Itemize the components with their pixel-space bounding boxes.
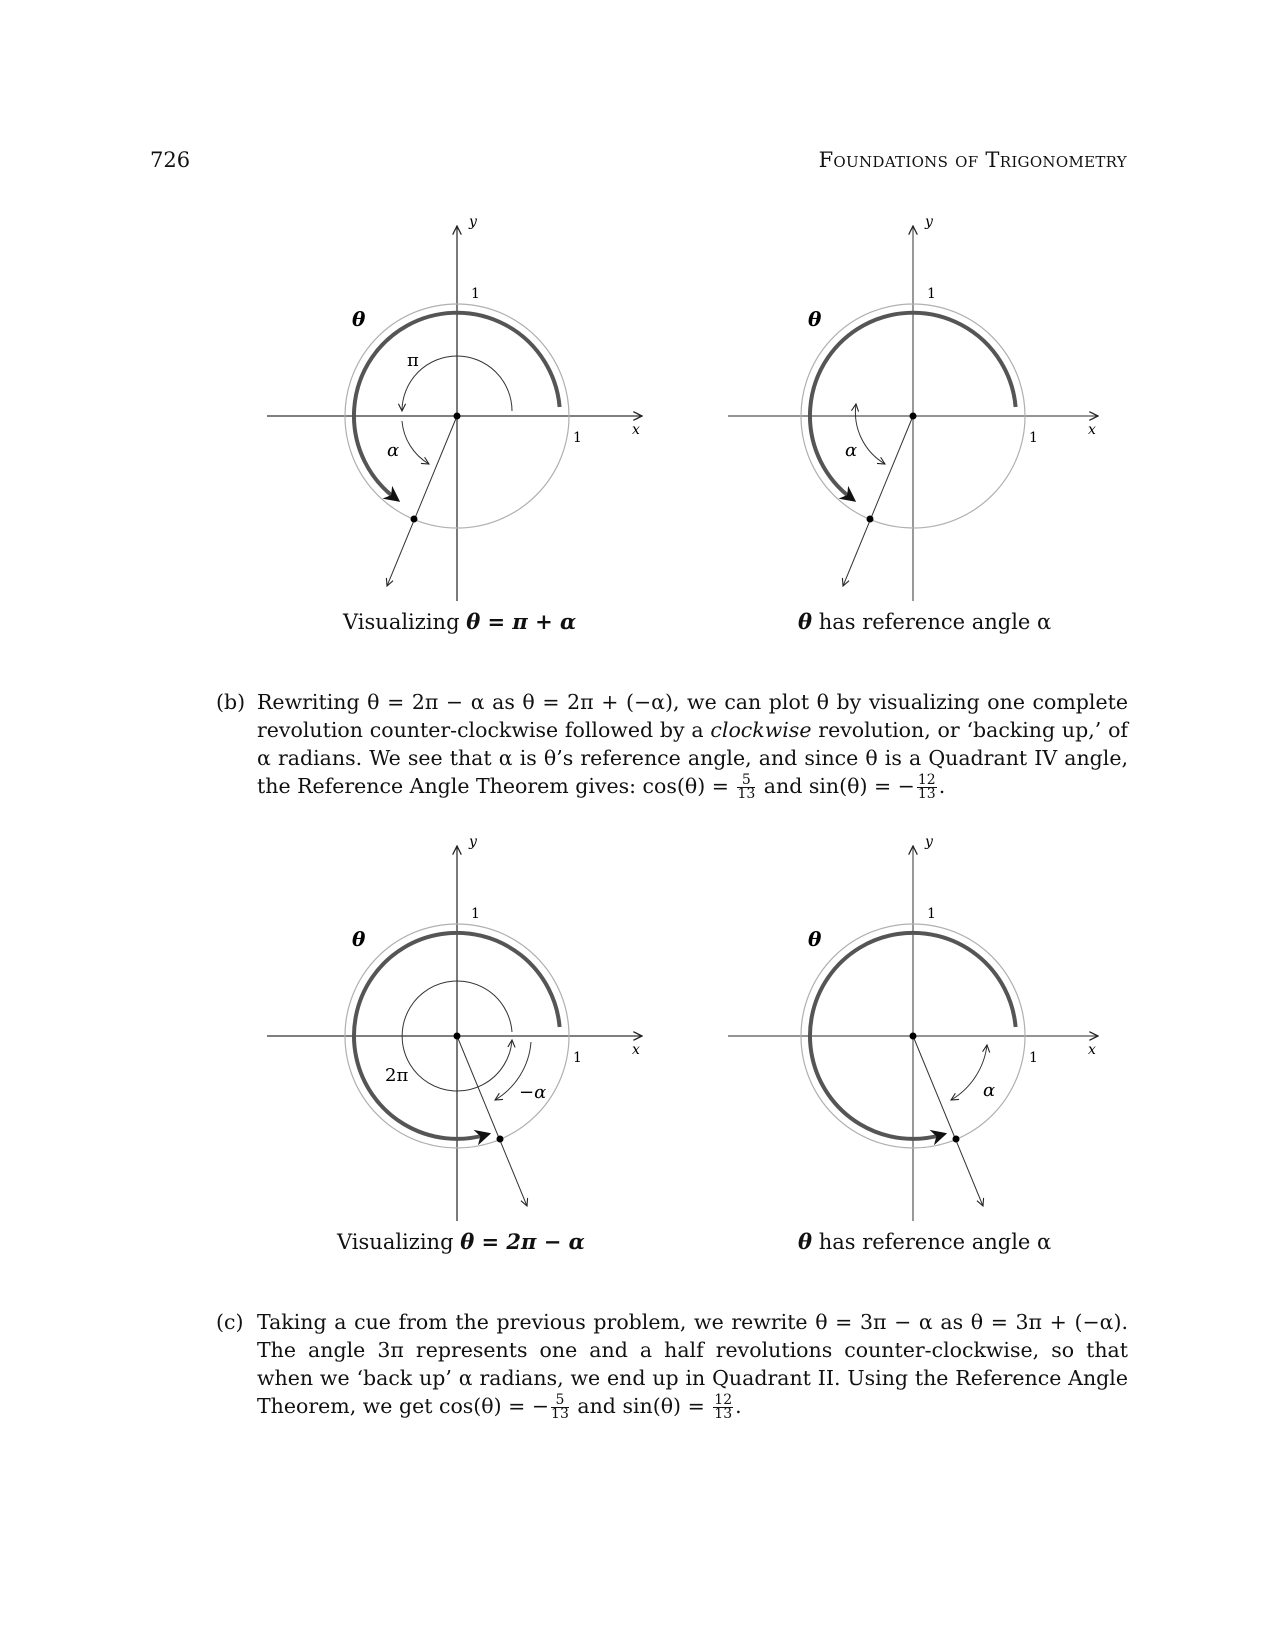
- part-c-label: (c): [216, 1310, 244, 1334]
- svg-text:x: x: [632, 1042, 640, 1058]
- tick-label-y: 1: [471, 286, 480, 302]
- fraction-cos: $\frac{5}{13}$: [737, 772, 756, 802]
- caption-bottom-right: θ has reference angle α: [798, 1229, 1052, 1254]
- terminal-point: [953, 1136, 960, 1143]
- axis-label-x: x: [632, 422, 640, 438]
- svg-text:y: y: [469, 834, 477, 850]
- two-pi-label: 2π: [385, 1065, 409, 1086]
- terminal-ray: [457, 1036, 527, 1206]
- caption-top-left: [343, 609, 576, 634]
- alpha-arc: [855, 404, 885, 464]
- theta-label: θ: [352, 927, 366, 951]
- running-title: Foundations of Trigonometry: [818, 148, 1127, 172]
- page-number: 726: [150, 148, 191, 172]
- tick-label-x: 1: [573, 430, 582, 446]
- caption-math: θ = π + α: [466, 609, 577, 634]
- alpha-label: α: [387, 440, 400, 461]
- alpha-arc: [402, 421, 429, 464]
- fraction-sin: $\frac{12}{13}$: [714, 1392, 733, 1422]
- alpha-label: α: [845, 440, 858, 461]
- svg-text:1: 1: [1029, 1050, 1038, 1066]
- svg-text:y: y: [925, 834, 933, 850]
- svg-text:1: 1: [1029, 430, 1038, 446]
- fraction-cos: $\frac{5}{13}$: [551, 1392, 569, 1422]
- svg-text:y: y: [925, 214, 933, 230]
- terminal-point: [867, 516, 874, 523]
- svg-text:x: x: [1088, 1042, 1096, 1058]
- theta-label: θ: [808, 307, 822, 331]
- svg-text:1: 1: [573, 1050, 582, 1066]
- paragraph-part-c: (c) Taking a cue from the previous problem, we rewrite θ = 3π − α as θ = 3π + (−α). The angle 3π represents one and a half revolutions counter-clockwise, so that when we ‘back up’ α radians, we end up in Quadrant II. Using the Reference Angle Theorem, we get cos(θ) = − $\frac{5}{13}$ and sin(θ) = $\frac{12}{13}$ .: [216, 1310, 1128, 1422]
- caption-prefix: Visualizing: [343, 610, 467, 634]
- svg-text:1: 1: [927, 286, 936, 302]
- terminal-point: [411, 516, 418, 523]
- svg-text:1: 1: [471, 906, 480, 922]
- theta-label: θ: [352, 307, 366, 331]
- paragraph-part-b: (b) Rewriting θ = 2π − α as θ = 2π + (−α), we can plot θ by visualizing one complete revolution counter-clockwise followed by a clockwise revolution, or ‘backing up,’ of α radians. We see that α is θ’s reference angle, and since θ is a Quadrant IV angle, the Reference Angle Theorem gives: cos(θ) = $\frac{5}{13}$ and sin(θ) = − $\frac{12}{13}$ .: [216, 690, 1128, 802]
- caption-bottom-left: Visualizing θ = 2π − α: [337, 1229, 585, 1254]
- svg-text:1: 1: [927, 906, 936, 922]
- theta-label: θ: [808, 927, 822, 951]
- figure-theta-pi-plus-alpha: [257, 216, 657, 606]
- figure-theta-2pi-minus-alpha: [257, 836, 657, 1226]
- terminal-point: [497, 1136, 504, 1143]
- caption-top-right: θ has reference angle α: [798, 609, 1052, 634]
- alpha-arc: [951, 1045, 987, 1100]
- figure-reference-angle-top: [713, 216, 1113, 606]
- alpha-label: α: [983, 1080, 996, 1101]
- figure-reference-angle-bottom: [713, 836, 1113, 1226]
- neg-alpha-label: −α: [519, 1082, 547, 1103]
- emphasis-clockwise: clockwise: [710, 718, 812, 742]
- pi-label: π: [407, 350, 419, 371]
- part-b-label: (b): [216, 690, 246, 714]
- origin-dot: [454, 413, 461, 420]
- terminal-ray: [913, 1036, 983, 1206]
- fraction-sin: $\frac{12}{13}$: [917, 772, 936, 802]
- svg-text:x: x: [1088, 422, 1096, 438]
- axis-label-y: y: [469, 214, 477, 230]
